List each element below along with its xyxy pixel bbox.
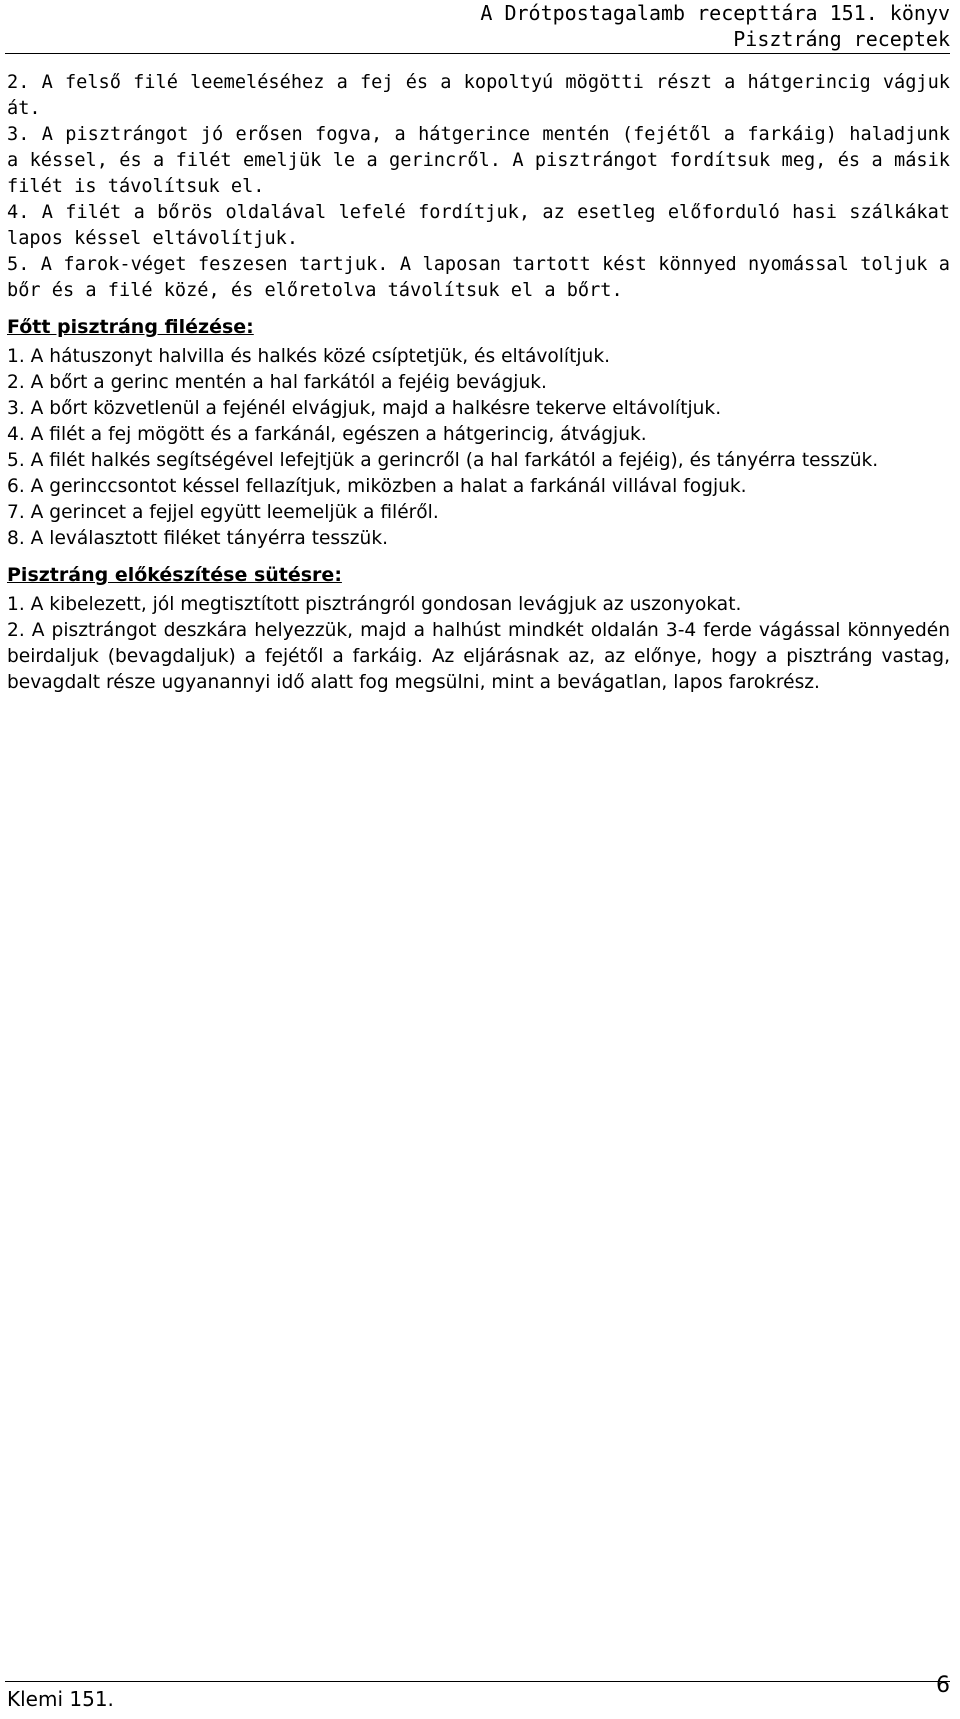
list-item: 8. A leválasztott filéket tányérra tesszük. xyxy=(7,528,389,549)
prep-steps xyxy=(7,592,950,696)
list-item: 7. A gerincet a fejjel együtt leemeljük a filéről. xyxy=(7,502,439,523)
list-item: 6. A gerinccsontot késsel fellazítjuk, miközben a halat a farkánál villával fogjuk. xyxy=(7,476,747,497)
section-heading-cooked: Főtt pisztráng filézése: xyxy=(7,316,254,338)
list-item: 1. A hátuszonyt halvilla és halkés közé csíptetjük, és eltávolítjuk. xyxy=(7,346,611,367)
list-item: 5. A filét halkés segítségével lefejtjük a gerincről (a hal farkától a fejéig), és tányérra tesszük. xyxy=(7,450,879,471)
footer-divider xyxy=(5,1681,950,1682)
page-header xyxy=(0,0,950,52)
list-item: 2. A bőrt a gerinc mentén a hal farkától a fejéig bevágjuk. xyxy=(7,372,547,393)
list-item: 3. A bőrt közvetlenül a fejénél elvágjuk, majd a halkésre tekerve eltávolítjuk. xyxy=(7,398,722,419)
list-item: 1. A kibelezett, jól megtisztított pisztrángról gondosan levágjuk az uszonyokat. xyxy=(7,594,742,615)
list-item: 3. A pisztrángot jó erősen fogva, a hátgerince mentén (fejétől a farkáig) haladjunk a késsel, és a filét emeljük le a gerincről. A pisztrángot fordítsuk meg, és a másik filét is távolítsuk el. xyxy=(7,124,950,197)
list-item: 4. A filét a bőrös oldalával lefelé fordítjuk, az esetleg előforduló hasi szálkákat lapos késsel eltávolítjuk. xyxy=(7,202,950,249)
header-divider xyxy=(5,53,950,54)
list-item: 4. A filét a fej mögött és a farkánál, egészen a hátgerincig, átvágjuk. xyxy=(7,424,647,445)
list-item: 2. A felső filé leemeléséhez a fej és a kopoltyú mögötti részt a hátgerincig vágjuk át. xyxy=(7,72,950,119)
chapter-title: Pisztráng receptek xyxy=(733,27,950,51)
list-item: 5. A farok-véget feszesen tartjuk. A laposan tartott kést könnyed nyomással toljuk a bőr és a filé közé, és előretolva távolítsuk el a bőrt. xyxy=(7,254,950,301)
intro-steps xyxy=(7,70,950,304)
footer-author: Klemi 151. xyxy=(7,1687,114,1711)
section-heading-prep: Pisztráng előkészítése sütésre: xyxy=(7,564,342,586)
book-title: A Drótpostagalamb recepttára 151. könyv xyxy=(480,1,950,25)
cooked-steps xyxy=(7,344,950,552)
document-body xyxy=(7,70,950,696)
list-item: 2. A pisztrángot deszkára helyezzük, majd a halhúst mindkét oldalán 3-4 ferde vágással könnyedén beirdaljuk (bevagdaljuk) a fejétől a farkáig. Az eljárásnak az, az előnye, hogy a pisztráng vastag, bevagdalt része ugyanannyi idő alatt fog megsülni, mint a bevágatlan, lapos farokrész. xyxy=(7,620,950,693)
page-number: 6 xyxy=(936,1673,950,1698)
